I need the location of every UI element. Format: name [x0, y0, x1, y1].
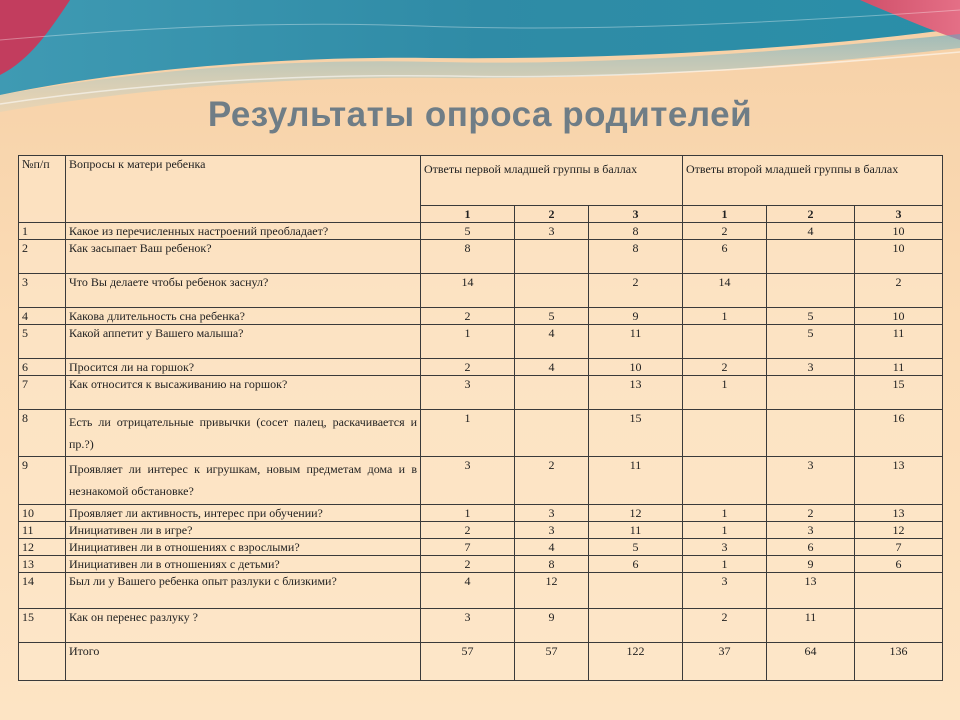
score-cell: 11: [589, 325, 683, 359]
row-number: 14: [19, 573, 66, 609]
table-row: [19, 410, 943, 457]
table-row: [19, 539, 943, 556]
score-cell: 8: [515, 556, 589, 573]
score-cell: [767, 376, 855, 410]
score-cell: 15: [589, 410, 683, 457]
score-cell: 3: [767, 457, 855, 505]
score-cell: 11: [855, 359, 943, 376]
score-cell: 7: [855, 539, 943, 556]
row-number: 12: [19, 539, 66, 556]
score-cell: 16: [855, 410, 943, 457]
score-cell: [515, 240, 589, 274]
row-number: 5: [19, 325, 66, 359]
row-question: Как он перенес разлуку ?: [66, 609, 421, 643]
score-cell: 1: [683, 522, 767, 539]
col-header-question: Вопросы к матери ребенка: [66, 156, 421, 223]
score-cell: 14: [421, 274, 515, 308]
score-cell: [589, 609, 683, 643]
score-cell: 1: [683, 556, 767, 573]
score-cell: 12: [589, 505, 683, 522]
score-cell: 2: [683, 609, 767, 643]
score-header: 3: [589, 206, 683, 223]
score-cell: 10: [855, 240, 943, 274]
score-cell: 3: [421, 376, 515, 410]
score-cell: 1: [683, 376, 767, 410]
row-question: Есть ли отрицательные привычки (сосет палец, раскачивается и пр.?): [66, 410, 421, 457]
table-row: [19, 573, 943, 609]
score-cell: 57: [421, 643, 515, 681]
score-cell: [589, 573, 683, 609]
row-question: Инициативен ли в отношениях с взрослыми?: [66, 539, 421, 556]
score-cell: 13: [589, 376, 683, 410]
score-cell: 1: [683, 308, 767, 325]
score-cell: 3: [421, 609, 515, 643]
row-number: 2: [19, 240, 66, 274]
row-number: 8: [19, 410, 66, 457]
row-number: 3: [19, 274, 66, 308]
score-cell: [767, 410, 855, 457]
score-cell: 2: [767, 505, 855, 522]
score-cell: 37: [683, 643, 767, 681]
row-number: 7: [19, 376, 66, 410]
score-cell: 8: [589, 240, 683, 274]
score-cell: 2: [421, 359, 515, 376]
score-cell: [515, 376, 589, 410]
score-cell: 11: [589, 522, 683, 539]
row-number: 11: [19, 522, 66, 539]
score-cell: 3: [767, 522, 855, 539]
score-cell: 7: [421, 539, 515, 556]
score-cell: [855, 573, 943, 609]
score-cell: 2: [421, 522, 515, 539]
row-number: 15: [19, 609, 66, 643]
table-row: [19, 274, 943, 308]
row-question: Как засыпает Ваш ребенок?: [66, 240, 421, 274]
table-row: [19, 522, 943, 539]
score-cell: [515, 410, 589, 457]
score-cell: [683, 457, 767, 505]
row-question: Какой аппетит у Вашего малыша?: [66, 325, 421, 359]
score-cell: 12: [515, 573, 589, 609]
score-cell: [767, 274, 855, 308]
row-question: Какое из перечисленных настроений преобладает?: [66, 223, 421, 240]
col-header-group2: Ответы второй младшей группы в баллах: [683, 156, 943, 206]
score-cell: 4: [767, 223, 855, 240]
col-header-num: №п/п: [19, 156, 66, 223]
score-cell: 14: [683, 274, 767, 308]
score-cell: 2: [683, 359, 767, 376]
score-cell: 4: [421, 573, 515, 609]
score-header: 1: [421, 206, 515, 223]
score-cell: 4: [515, 359, 589, 376]
score-cell: 1: [421, 410, 515, 457]
table-row: [19, 240, 943, 274]
row-number: 9: [19, 457, 66, 505]
row-number: 13: [19, 556, 66, 573]
row-question: Проявляет ли активность, интерес при обучении?: [66, 505, 421, 522]
row-number: [19, 643, 66, 681]
row-question: Был ли у Вашего ребенка опыт разлуки с близкими?: [66, 573, 421, 609]
score-cell: 5: [767, 308, 855, 325]
table-row: [19, 223, 943, 240]
score-cell: 9: [589, 308, 683, 325]
score-cell: [683, 410, 767, 457]
score-cell: 11: [855, 325, 943, 359]
score-cell: 2: [683, 223, 767, 240]
score-cell: 136: [855, 643, 943, 681]
score-cell: 12: [855, 522, 943, 539]
score-cell: 122: [589, 643, 683, 681]
score-cell: 13: [767, 573, 855, 609]
survey-table-container: [18, 155, 942, 685]
score-cell: 13: [855, 505, 943, 522]
score-cell: 9: [767, 556, 855, 573]
row-number: 4: [19, 308, 66, 325]
score-cell: 64: [767, 643, 855, 681]
score-header: 2: [767, 206, 855, 223]
score-cell: 1: [421, 325, 515, 359]
row-number: 10: [19, 505, 66, 522]
score-cell: 10: [855, 308, 943, 325]
table-row: [19, 505, 943, 522]
score-cell: 4: [515, 325, 589, 359]
score-cell: 6: [683, 240, 767, 274]
score-header: 2: [515, 206, 589, 223]
table-row: [19, 325, 943, 359]
table-row: [19, 308, 943, 325]
row-number: 6: [19, 359, 66, 376]
score-cell: 5: [589, 539, 683, 556]
score-cell: 2: [421, 308, 515, 325]
score-cell: 11: [589, 457, 683, 505]
score-cell: 3: [683, 573, 767, 609]
page-title: Результаты опроса родителей: [207, 95, 753, 134]
table-body: [19, 223, 943, 681]
score-cell: 5: [421, 223, 515, 240]
score-cell: [515, 274, 589, 308]
score-cell: 6: [767, 539, 855, 556]
row-number: 1: [19, 223, 66, 240]
score-header: 1: [683, 206, 767, 223]
row-question: Итого: [66, 643, 421, 681]
score-cell: 10: [589, 359, 683, 376]
score-cell: 57: [515, 643, 589, 681]
header-row: [19, 156, 943, 206]
row-question: Инициативен ли в отношениях с детьми?: [66, 556, 421, 573]
score-cell: 3: [767, 359, 855, 376]
row-question: Как относится к высаживанию на горшок?: [66, 376, 421, 410]
score-cell: 8: [421, 240, 515, 274]
table-row: [19, 359, 943, 376]
row-question: Какова длительность сна ребенка?: [66, 308, 421, 325]
score-cell: 3: [515, 522, 589, 539]
score-cell: 2: [855, 274, 943, 308]
table-row: [19, 457, 943, 505]
score-cell: 2: [589, 274, 683, 308]
table-row: [19, 609, 943, 643]
score-cell: 3: [515, 505, 589, 522]
score-cell: 1: [421, 505, 515, 522]
score-cell: 5: [515, 308, 589, 325]
score-cell: 2: [515, 457, 589, 505]
score-cell: 11: [767, 609, 855, 643]
score-cell: 6: [589, 556, 683, 573]
score-cell: 8: [589, 223, 683, 240]
score-cell: 9: [515, 609, 589, 643]
row-question: Что Вы делаете чтобы ребенок заснул?: [66, 274, 421, 308]
row-question: Просится ли на горшок?: [66, 359, 421, 376]
score-cell: 1: [683, 505, 767, 522]
score-cell: 15: [855, 376, 943, 410]
table-row: [19, 556, 943, 573]
table-row: [19, 643, 943, 681]
score-cell: 4: [515, 539, 589, 556]
table-row: [19, 376, 943, 410]
survey-table: [18, 155, 943, 681]
score-cell: 6: [855, 556, 943, 573]
score-cell: [767, 240, 855, 274]
score-header: 3: [855, 206, 943, 223]
score-cell: 10: [855, 223, 943, 240]
score-cell: 3: [421, 457, 515, 505]
score-cell: 5: [767, 325, 855, 359]
score-cell: [855, 609, 943, 643]
score-cell: 3: [683, 539, 767, 556]
row-question: Инициативен ли в игре?: [66, 522, 421, 539]
score-cell: [683, 325, 767, 359]
score-cell: 2: [421, 556, 515, 573]
score-cell: 13: [855, 457, 943, 505]
score-cell: 3: [515, 223, 589, 240]
row-question: Проявляет ли интерес к игрушкам, новым предметам дома и в незнакомой обстановке?: [66, 457, 421, 505]
col-header-group1: Ответы первой младшей группы в баллах: [421, 156, 683, 206]
